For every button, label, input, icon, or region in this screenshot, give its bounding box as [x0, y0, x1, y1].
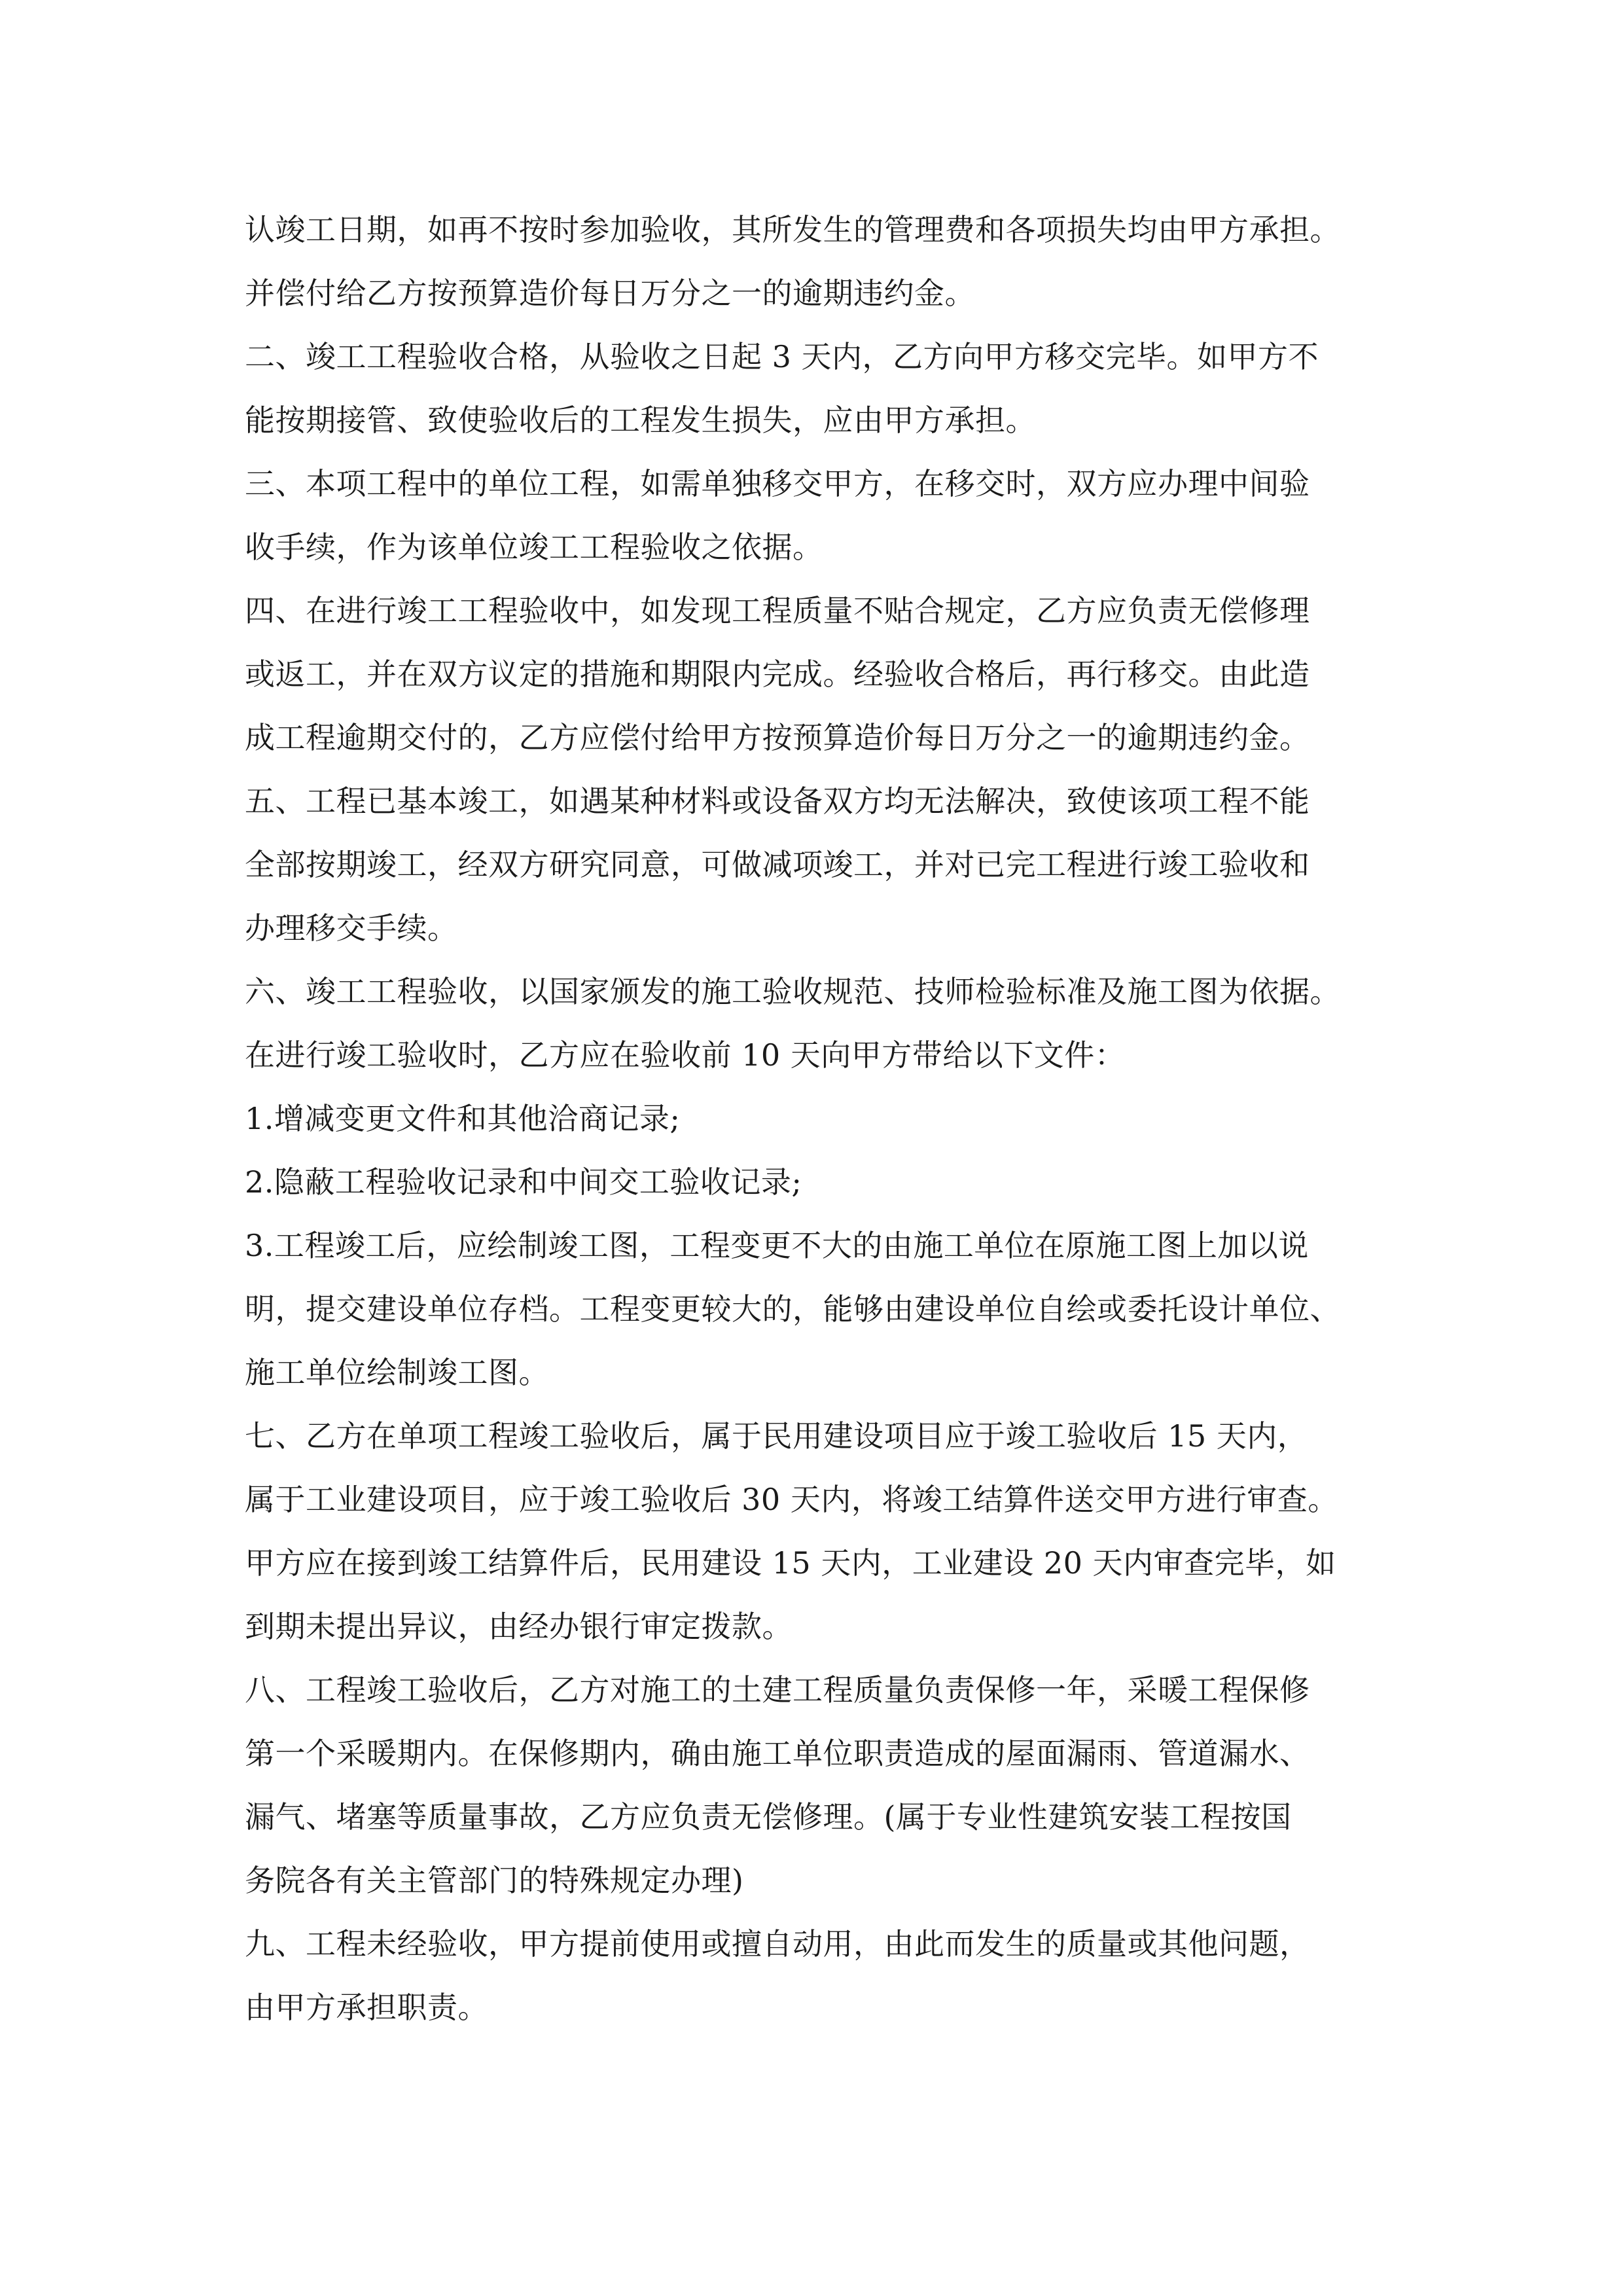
document-body — [245, 198, 1397, 2039]
text-line: 1.增减变更文件和其他洽商记录; — [245, 1101, 681, 1136]
text-line: 在进行竣工验收时，乙方应在验收前 10 天向甲方带给以下文件： — [245, 1037, 1126, 1073]
text-line: 七、乙方在单项工程竣工验收后，属于民用建设项目应于竣工验收后 15 天内， — [245, 1418, 1308, 1454]
text-line: 2.隐蔽工程验收记录和中间交工验收记录; — [245, 1164, 802, 1200]
text-line: 二、竣工工程验收合格，从验收之日起 3 天内，乙方向甲方移交完毕。如甲方不 — [245, 339, 1319, 374]
text-line: 办理移交手续。 — [245, 910, 458, 946]
text-line: 由甲方承担职责。 — [245, 1990, 488, 2025]
text-line: 属于工业建设项目，应于竣工验收后 30 天内，将竣工结算件送交甲方进行审查。 — [245, 1482, 1338, 1517]
text-line: 四、在进行竣工工程验收中，如发现工程质量不贴合规定，乙方应负责无偿修理 — [245, 593, 1310, 628]
text-line: 到期未提出异议，由经办银行审定拨款。 — [245, 1609, 793, 1644]
text-line: 甲方应在接到竣工结算件后，民用建设 15 天内，工业建设 20 天内审查完毕，如 — [245, 1545, 1336, 1581]
text-line: 收手续，作为该单位竣工工程验收之依据。 — [245, 529, 823, 565]
text-line: 务院各有关主管部门的特殊规定办理) — [245, 1863, 744, 1898]
text-line: 3.工程竣工后，应绘制竣工图，工程变更不大的由施工单位在原施工图上加以说 — [245, 1228, 1309, 1263]
text-line: 五、工程已基本竣工，如遇某种材料或设备双方均无法解决，致使该项工程不能 — [245, 783, 1310, 819]
text-line: 九、工程未经验收，甲方提前使用或擅自动用，由此而发生的质量或其他问题， — [245, 1926, 1310, 1962]
text-line: 施工单位绘制竣工图。 — [245, 1355, 549, 1390]
text-line: 认竣工日期，如再不按时参加验收，其所发生的管理费和各项损失均由甲方承担。 — [245, 212, 1340, 247]
text-line: 能按期接管、致使验收后的工程发生损失，应由甲方承担。 — [245, 403, 1036, 438]
text-line: 第一个采暖期内。在保修期内，确由施工单位职责造成的屋面漏雨、管道漏水、 — [245, 1736, 1310, 1771]
text-line: 全部按期竣工，经双方研究同意，可做减项竣工，并对已完工程进行竣工验收和 — [245, 847, 1310, 882]
text-line: 成工程逾期交付的，乙方应偿付给甲方按预算造价每日万分之一的逾期违约金。 — [245, 720, 1310, 755]
text-line: 明，提交建设单位存档。工程变更较大的，能够由建设单位自绘或委托设计单位、 — [245, 1291, 1340, 1327]
text-line: 六、竣工工程验收，以国家颁发的施工验收规范、技师检验标准及施工图为依据。 — [245, 974, 1340, 1009]
text-line: 漏气、堵塞等质量事故，乙方应负责无偿修理。(属于专业性建筑安装工程按国 — [245, 1799, 1292, 1835]
text-line: 三、本项工程中的单位工程，如需单独移交甲方，在移交时，双方应办理中间验 — [245, 466, 1310, 501]
text-line: 八、工程竣工验收后，乙方对施工的土建工程质量负责保修一年，采暖工程保修 — [245, 1672, 1310, 1708]
text-line: 并偿付给乙方按预算造价每日万分之一的逾期违约金。 — [245, 276, 975, 311]
text-line: 或返工，并在双方议定的措施和期限内完成。经验收合格后，再行移交。由此造 — [245, 656, 1310, 692]
